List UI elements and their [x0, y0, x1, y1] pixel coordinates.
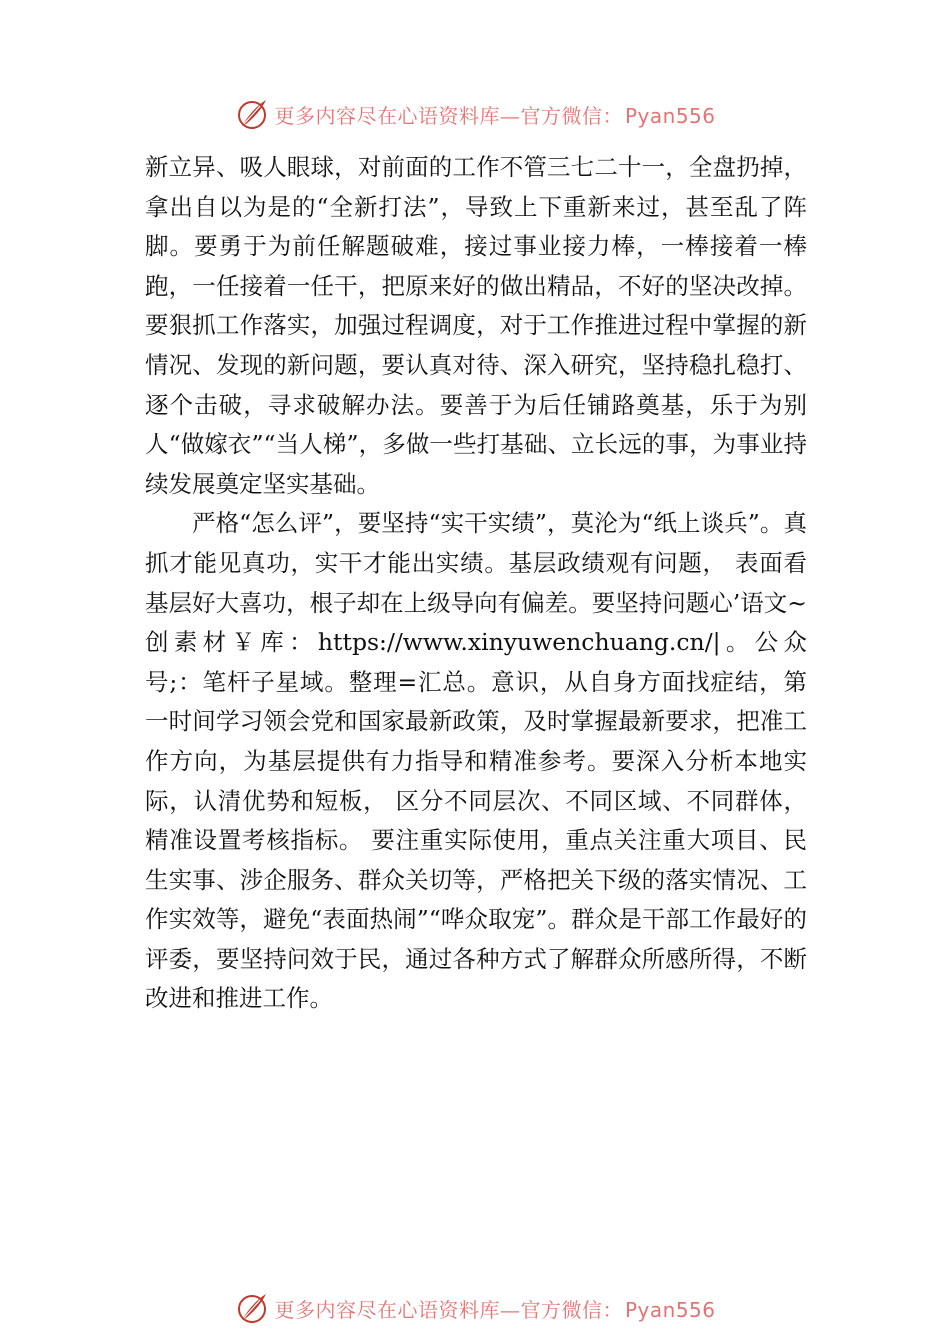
footer-watermark-banner	[0, 1288, 950, 1328]
quill-logo-icon	[234, 1290, 270, 1326]
quill-logo-icon	[234, 96, 270, 132]
banner-text: 更多内容尽在心语资料库—官方微信： Pyan556	[274, 103, 716, 128]
banner-text: 更多内容尽在心语资料库—官方微信： Pyan556	[274, 1297, 716, 1322]
wechat-id: Pyan556	[624, 1297, 716, 1322]
wechat-id: Pyan556	[624, 103, 716, 128]
paragraph-2: 严格“怎么评”，要坚持“实干实绩”，莫沦为“纸上谈兵”。真抓才能见真功，实干才能出实绩。基层政绩观有问题， 表面看基层好大喜功，根子却在上级导向有偏差。要坚持问题心’语文~创素材￥库：https://www.xinyuwenchuang.cn/|。公众号;：笔杆子星域。整理=汇总。意识，从自身方面找症结，第一时间学习领会党和国家最新政策，及时掌握最新要求，把准工作方向，为基层提供有力指导和精准参考。要深入分析本地实际，认清优势和短板， 区分不同层次、不同区域、不同群体，精准设置考核指标。 要注重实际使用，重点关注重大项目、民生实事、涉企服务、群众关切等，严格把关下级的落实情况、工作实效等，避免“表面热闹”“哗众取宠”。群众是干部工作最好的评委，要坚持问效于民，通过各种方式了解群众所感所得，不断改进和推进工作。	[145, 509, 807, 1013]
header-watermark-banner	[0, 94, 950, 134]
paragraph-1: 新立异、吸人眼球，对前面的工作不管三七二十一，全盘扔掉，拿出自以为是的“全新打法”，导致上下重新来过，甚至乱了阵脚。要勇于为前任解题破难，接过事业接力棒，一棒接着一棒跑，一任接着一任干，把原来好的做出精品，不好的坚决改掉。要狠抓工作落实，加强过程调度，对于工作推进过程中掌握的新情况、发现的新问题，要认真对待、深入研究，坚持稳扎稳打、逐个击破，寻求破解办法。要善于为后任铺路奠基，乐于为别人“做嫁衣”“当人梯”，多做一些打基础、立长远的事，为事业持续发展奠定坚实基础。	[145, 153, 807, 498]
document-body	[145, 148, 807, 1019]
